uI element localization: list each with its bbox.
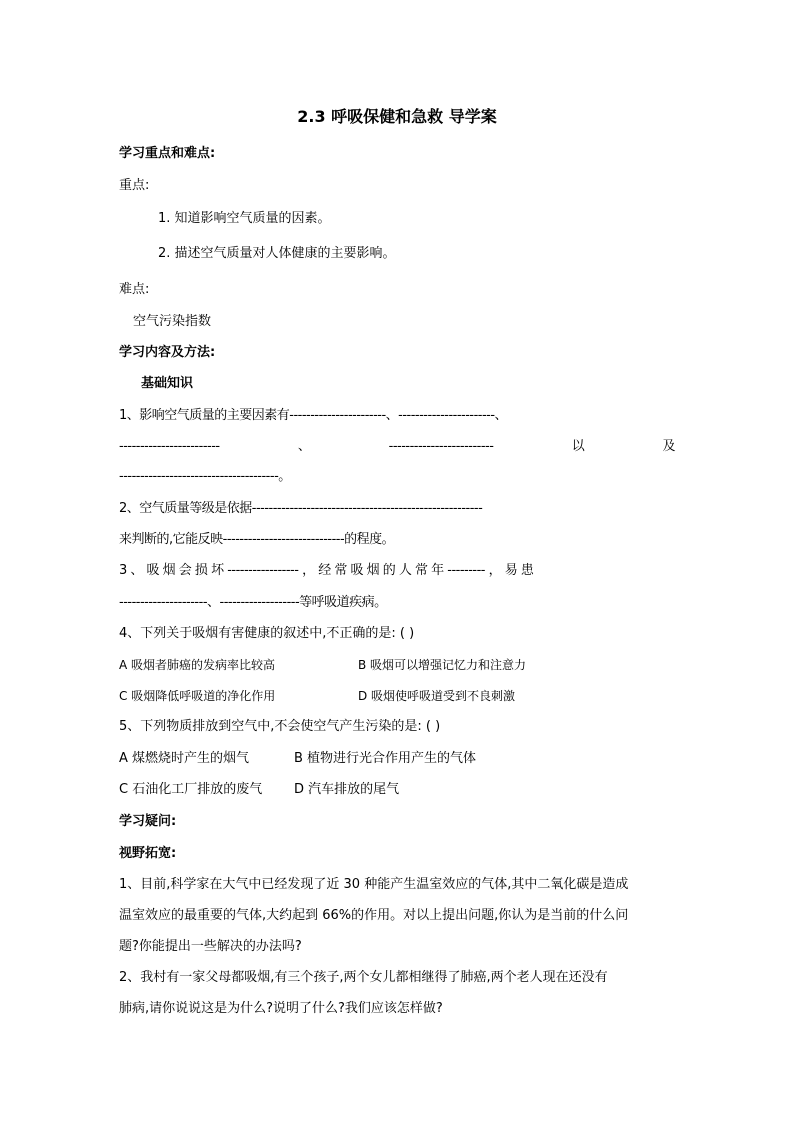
extension-heading: 视野拓宽: [119,846,177,861]
q4-option-a: A 吸烟者肺癌的发病率比较高 [119,658,276,672]
q5-option-b: B 植物进行光合作用产生的气体 [294,751,477,766]
ext1-line-3: 题?你能提出一些解决的办法吗? [119,939,302,954]
q1-line-2 [119,437,675,457]
q1-blank-4: ------------------------- [388,439,494,454]
key-label: 重点: [119,178,150,193]
q3-line-2: ---------------------、-------------------等呼吸道疾病。 [119,595,387,610]
q1-blank-3: ------------------------ [119,439,220,454]
q4-option-b: B 吸烟可以增强记忆力和注意力 [358,658,527,672]
q1-word-yi: 以 [571,439,585,454]
q1-line-1: 1、影响空气质量的主要因素有-----------------------、-----------------------、 [119,408,508,423]
q4-stem: 4、下列关于吸烟有害健康的叙述中,不正确的是: ( ) [119,626,415,641]
ext2-line-2: 肺病,请你说说这是为什么?说明了什么?我们应该怎样做? [119,1001,443,1016]
q5-option-a: A 煤燃烧时产生的烟气 [119,751,250,766]
q5-option-d: D 汽车排放的尾气 [294,782,400,797]
key-item-1: 1. 知道影响空气质量的因素。 [158,211,331,226]
difficult-item: 空气污染指数 [133,314,212,329]
questions-heading: 学习疑问: [119,814,177,829]
q2-line-1: 2、空气质量等级是依据------------------------------------------------------- [119,501,483,516]
q1-separator: 、 [297,439,311,454]
q4-option-c: C 吸烟降低呼吸道的净化作用 [119,689,276,703]
q1-word-ji: 及 [662,439,675,454]
q2-line-2: 来判断的,它能反映-----------------------------的程度。 [119,532,395,547]
ext2-line-1: 2、我村有一家父母都吸烟,有三个孩子,两个女儿都相继得了肺癌,两个老人现在还没有 [119,970,608,985]
difficult-label: 难点: [119,282,150,297]
content-heading: 学习内容及方法: [119,345,216,360]
q5-option-c: C 石油化工厂排放的废气 [119,782,263,797]
ext1-line-1: 1、目前,科学家在大气中已经发现了近 30 种能产生温室效应的气体,其中二氧化碳是造成 [119,877,629,892]
basic-heading: 基础知识 [141,376,194,391]
key-item-2: 2. 描述空气质量对人体健康的主要影响。 [158,246,396,261]
page-title: 2.3 呼吸保健和急救 导学案 [297,107,497,126]
ext1-line-2: 温室效应的最重要的气体,大约起到 66%的作用。对以上提出问题,你认为是当前的什么问 [119,908,629,923]
q5-stem: 5、下列物质排放到空气中,不会使空气产生污染的是: ( ) [119,719,441,734]
q4-option-d: D 吸烟使呼吸道受到不良刺激 [358,689,516,703]
q1-line-3: --------------------------------------。 [119,469,291,484]
q3-line-1: 3 、 吸 烟 会 损 坏 ----------------- ， 经 常 吸 烟 的 人 常 年 --------- ， 易 患 [119,563,534,578]
key-points-heading: 学习重点和难点: [119,146,216,161]
